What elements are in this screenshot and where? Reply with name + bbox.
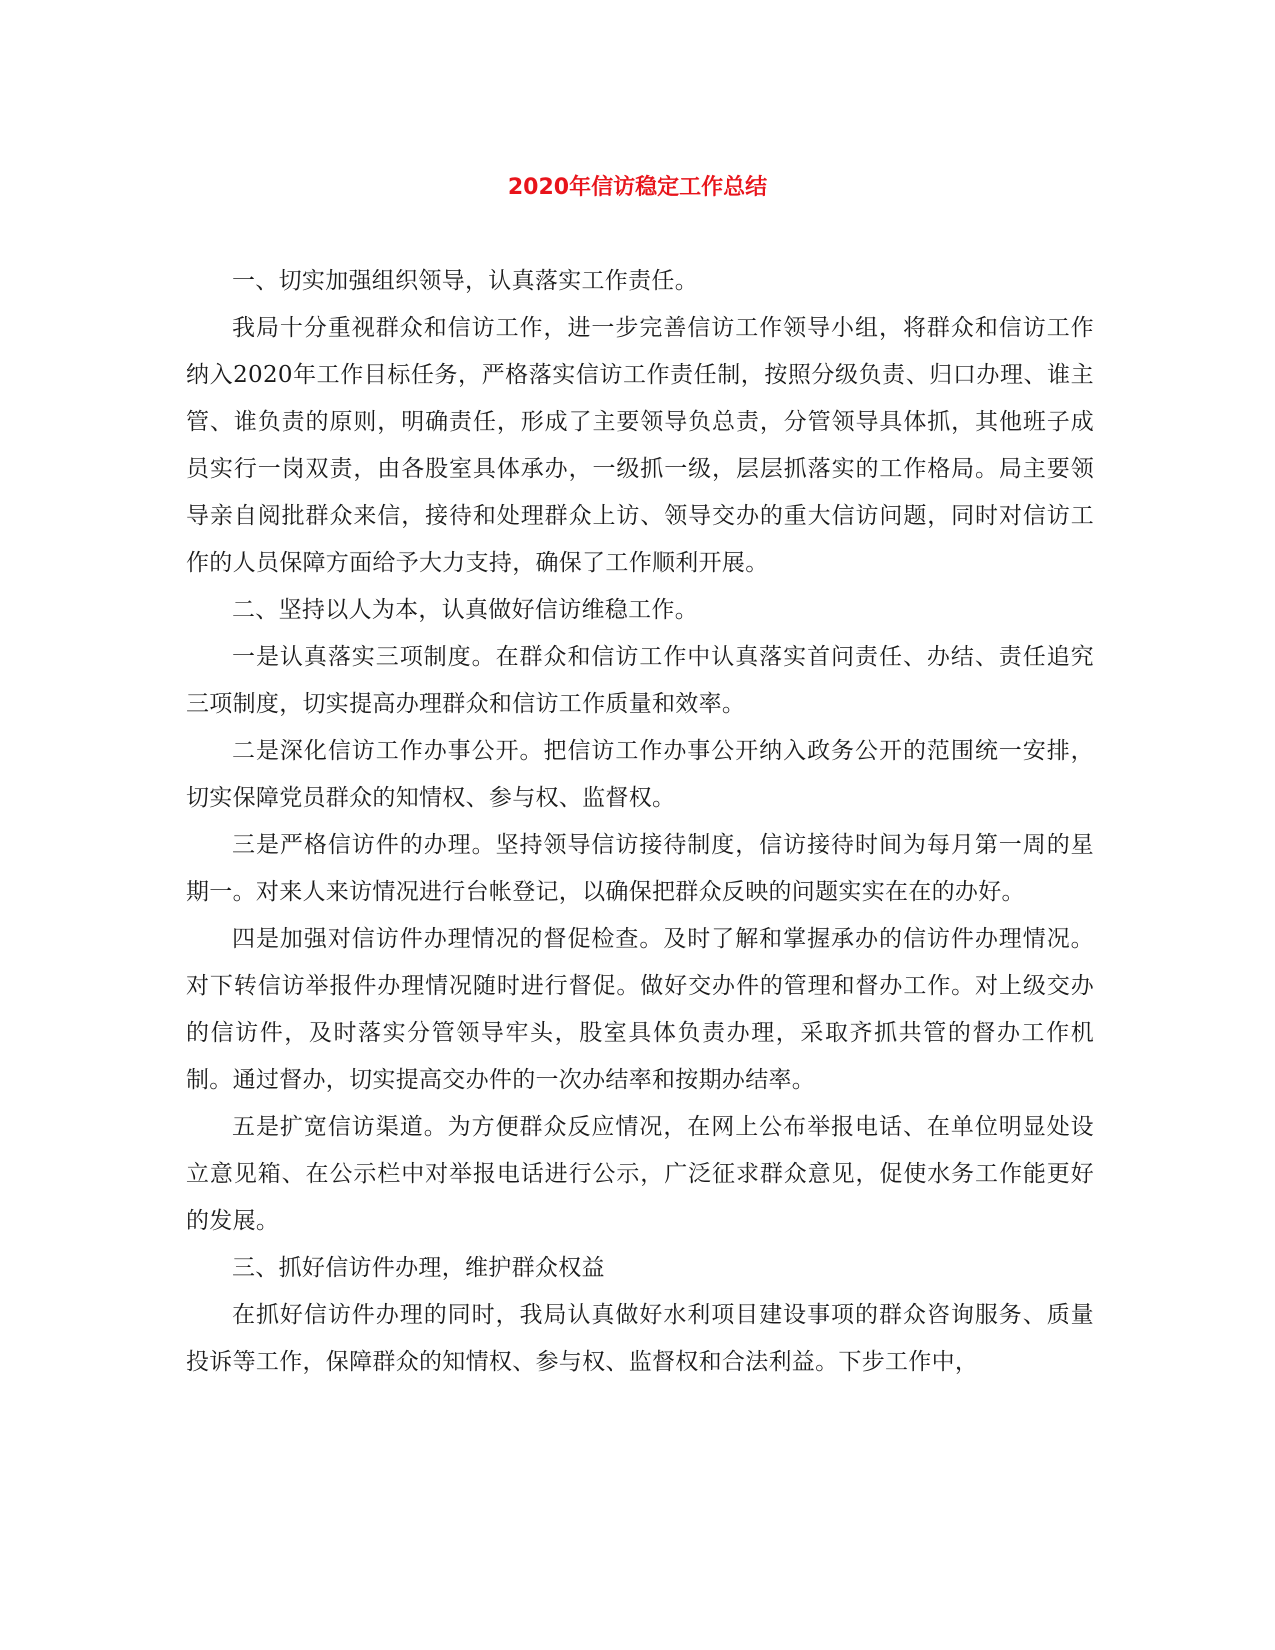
section-heading-2: 二、坚持以人为本，认真做好信访维稳工作。 — [232, 597, 698, 623]
paragraph: 在抓好信访件办理的同时，我局认真做好水利项目建设事项的群众咨询服务、质量投诉等工作，保障群众的知情权、参与权、监督权和合法利益。下步工作中， — [186, 1302, 1094, 1375]
paragraph: 一是认真落实三项制度。在群众和信访工作中认真落实首问责任、办结、责任追究三项制度，切实提高办理群众和信访工作质量和效率。 — [186, 644, 1094, 717]
paragraph: 五是扩宽信访渠道。为方便群众反应情况，在网上公布举报电话、在单位明显处设立意见箱、在公示栏中对举报电话进行公示，广泛征求群众意见，促使水务工作能更好的发展。 — [186, 1114, 1094, 1234]
document-title: 2020年信访稳定工作总结 — [507, 175, 768, 200]
section-heading-3: 三、抓好信访件办理，维护群众权益 — [232, 1255, 605, 1281]
paragraph: 我局十分重视群众和信访工作，进一步完善信访工作领导小组，将群众和信访工作纳入2020年工作目标任务，严格落实信访工作责任制，按照分级负责、归口办理、谁主管、谁负责的原则，明确责任，形成了主要领导负总责，分管领导具体抓，其他班子成员实行一岗双责，由各股室具体承办，一级抓一级，层层抓落实的工作格局。局主要领导亲自阅批群众来信，接待和处理群众上访、领导交办的重大信访问题，同时对信访工作的人员保障方面给予大力支持，确保了工作顺利开展。 — [186, 315, 1094, 576]
paragraph: 四是加强对信访件办理情况的督促检查。及时了解和掌握承办的信访件办理情况。对下转信访举报件办理情况随时进行督促。做好交办件的管理和督办工作。对上级交办的信访件，及时落实分管领导牢头，股室具体负责办理，采取齐抓共管的督办工作机制。通过督办，切实提高交办件的一次办结率和按期办结率。 — [186, 926, 1094, 1093]
paragraph: 三是严格信访件的办理。坚持领导信访接待制度，信访接待时间为每月第一周的星期一。对来人来访情况进行台帐登记，以确保把群众反映的问题实实在在的办好。 — [186, 832, 1094, 905]
paragraph: 二是深化信访工作办事公开。把信访工作办事公开纳入政务公开的范围统一安排，切实保障党员群众的知情权、参与权、监督权。 — [186, 738, 1094, 811]
document-body — [186, 258, 1094, 1386]
section-heading-1: 一、切实加强组织领导，认真落实工作责任。 — [232, 268, 698, 294]
